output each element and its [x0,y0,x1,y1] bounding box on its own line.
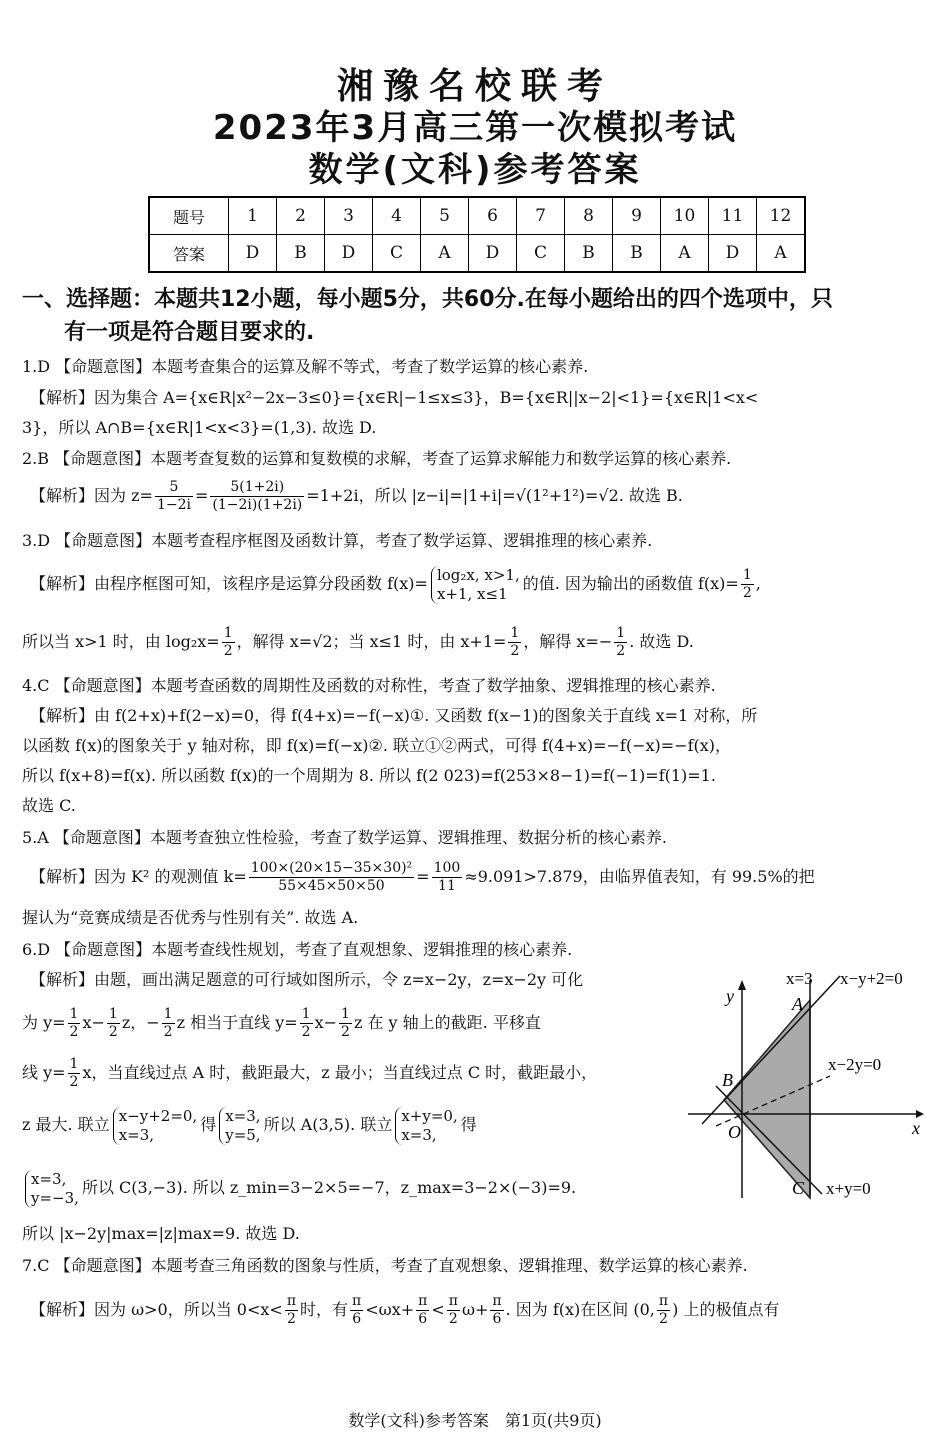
q5-fraction: $\frac{\text{100×(20×15−35×30)²}}{55\times 45\times 50\times 50}$ [250,860,413,894]
label-x-minus-2y: x−2y=0 [828,1055,882,1074]
q3-solution-line2: 所以当 x>1 时，由 log₂x= $\frac{1}{2}$ ，解得 x=√2；当 x≤1 时，由 x+1= $\frac{1}{2}$ ，解得 x=− $\frac{1}{2}$ . 故选 D. [22,625,694,659]
q2-sol-b: =1+2i，所以 |z−i|=|1+i|=√(1²+1²)=√2. 故选 B. [306,486,683,505]
label-x-plus-y: x+y=0 [826,1179,871,1198]
q6-solution-line2: 为 y= $\frac{1}{2}$ x− $\frac{1}{2}$ z，− $\frac{1}{2}$ z 相当于直线 y= $\frac{1}{2}$ x− $\frac{1}{2}$ z 在 y 轴上的截距. 平移直 [22,1006,541,1040]
page-title-exam: 2023年3月高三第一次模拟考试 [212,108,738,148]
q1-header: 1.D 【命题意图】本题考查集合的运算及解不等式，考查了数学运算的核心素养. [22,357,589,376]
q3-fraction: $\frac{1}{2}$ [742,567,752,601]
answer-cell: B [613,235,661,273]
q4-solution-line1: 【解析】由 f(2+x)+f(2−x)=0，得 f(4+x)=−f(−x)①. 又函数 f(x−1)的图象关于直线 x=1 对称，所 [30,706,758,725]
q2-solution: 【解析】因为 z= $\frac{5}{1-2i}$ = $\frac{5(1+2i)}{(1-2i)(1+2i)}$ =1+2i，所以 |z−i|=|1+i|=√(1²+1²)=√2. 故选 B. [30,479,683,513]
q4-header: 4.C 【命题意图】本题考查函数的周期性及函数的对称性，考查了数学抽象、逻辑推理的核心素养. [22,676,716,695]
feasible-region-graph [680,958,930,1208]
question-number-cell: 7 [517,197,565,235]
page-footer: 数学(文科)参考答案 第1页(共9页) [348,1411,602,1430]
q6-solution-line1: 【解析】由题，画出满足题意的可行域如图所示，令 z=x−2y，z=x−2y 可化 [30,970,584,989]
question-number-cell: 11 [709,197,757,235]
q1-solution-line2: 3}，所以 A∩B={x∈R|1<x<3}=(1,3). 故选 D. [22,418,377,437]
question-number-cell: 12 [757,197,806,235]
q4-solution-line3: 所以 f(x+8)=f(x). 所以函数 f(x)的一个周期为 8. 所以 f(2 023)=f(253×8−1)=f(−1)=f(1)=1. [22,766,716,785]
question-number-cell: 8 [565,197,613,235]
question-number-cell: 5 [421,197,469,235]
label-point-c: C [792,1178,805,1198]
page-title-school: 湘豫名校联考 [336,66,613,107]
answer-cell: A [421,235,469,273]
label-point-b: B [722,1070,733,1090]
q5-header: 5.A 【命题意图】本题考查独立性检验，考查了数学运算、逻辑推理、数据分析的核心素养. [22,828,667,847]
q6-solution-line6: 所以 |x−2y|max=|z|max=9. 故选 D. [22,1224,300,1243]
q4-solution-line4: 故选 C. [22,796,76,815]
section-heading: 一、选择题：本题共12小题，每小题5分，共60分.在每小题给出的四个选项中，只 [22,287,833,312]
q3-piecewise: log₂x, x>1, x+1, x≤1 [431,566,520,604]
q2-sol-a: 【解析】因为 z= [30,486,153,505]
label-x-axis: x [912,1118,920,1138]
answer-cell: A [757,235,806,273]
q2-header: 2.B 【命题意图】本题考查复数的运算和复数模的求解，考查了运算求解能力和数学运算的核心素养. [22,449,732,468]
answer-cell: C [517,235,565,273]
question-number-cell: 9 [613,197,661,235]
page-title-subject: 数学(文科)参考答案 [308,150,642,190]
answer-cell: D [469,235,517,273]
q6-solution-line4: z 最大. 联立 x−y+2=0, x=3, 得 x=3, y=5, 所以 A(3,5). 联立 x+y=0, x=3, 得 [22,1106,477,1144]
answer-cell: C [373,235,421,273]
label-y-axis: y [726,986,734,1006]
question-number-cell: 6 [469,197,517,235]
q3-solution-line1: 【解析】由程序框图可知，该程序是运算分段函数 f(x)= log₂x, x>1, x+1, x≤1 的值. 因为输出的函数值 f(x)= $\frac{1}{2}$ , [30,565,761,603]
row-label-number: 题号 [149,197,229,235]
question-number-cell: 4 [373,197,421,235]
q6-solution-line3: 线 y= $\frac{1}{2}$ x，当直线过点 A 时，截距最大，z 最小；当直线过点 C 时，截距最小， [22,1056,598,1090]
q5-solution-line2: 握认为“竞赛成绩是否优秀与性别有关”. 故选 A. [22,908,359,927]
question-number-cell: 1 [229,197,277,235]
answer-cell: D [229,235,277,273]
label-x-eq-3: x=3 [786,969,813,988]
q6-solution-line5: x=3, y=−3, 所以 C(3,−3). 所以 z_min=3−2×5=−7，z_max=3−2×(−3)=9. [22,1166,576,1210]
answer-cell: D [325,235,373,273]
answer-table-number-row [149,197,805,235]
q6-header: 6.D 【命题意图】本题考查线性规划，考查了直观想象、逻辑推理的核心素养. [22,940,573,959]
section-heading-cont: 有一项是符合题目要求的. [64,320,315,345]
question-number-cell: 3 [325,197,373,235]
q1-solution-line1: 【解析】因为集合 A={x∈R|x²−2x−3≤0}={x∈R|−1≤x≤3}，B={x∈R||x−2|<1}={x∈R|1<x< [30,388,759,407]
q4-solution-line2: 以函数 f(x)的图象关于 y 轴对称，即 f(x)=f(−x)②. 联立①②两式，可得 f(4+x)=−f(−x)=−f(x)， [22,736,731,755]
answer-cell: D [709,235,757,273]
answer-cell: B [277,235,325,273]
answer-table-answer-row [149,235,805,273]
q2-fraction-1: $\frac{5}{1-2i}$ [156,479,191,513]
q3-header: 3.D 【命题意图】本题考查程序框图及函数计算，考查了数学运算、逻辑推理的核心素养. [22,531,653,550]
label-x-minus-y-plus-2: x−y+2=0 [840,969,903,988]
q7-solution-line1: 【解析】因为 ω>0，所以当 0<x< $\frac{\pi}{2}$ 时，有 $\frac{\pi}{6}$ <ωx+ $\frac{\pi}{6}$ < $\frac{\pi}{2}$ ω+ $\frac{\pi}{6}$ . 因为 f(x)在区间 (0, $\frac{\pi}{2}$ ) 上的极值点有 [30,1293,780,1327]
label-point-a: A [792,994,803,1014]
label-origin: O [728,1122,741,1142]
question-number-cell: 2 [277,197,325,235]
q5-solution-line1: 【解析】因为 K² 的观测值 k= $\frac{\text{100×(20×15−35×30)²}}{55\times 45\times 50\times 50}$ = $\frac{100}{11}$ ≈9.091>7.879，由临界值表知，有 99.5%的把 [30,860,815,894]
answer-table [148,196,806,273]
question-number-cell: 10 [661,197,709,235]
row-label-answer: 答案 [149,235,229,273]
answer-cell: B [565,235,613,273]
answer-cell: A [661,235,709,273]
q7-header: 7.C 【命题意图】本题考查三角函数的图象与性质，考查了直观想象、逻辑推理、数学运算的核心素养. [22,1256,748,1275]
q2-fraction-2: $\frac{5(1+2i)}{(1-2i)(1+2i)}$ [212,479,303,513]
